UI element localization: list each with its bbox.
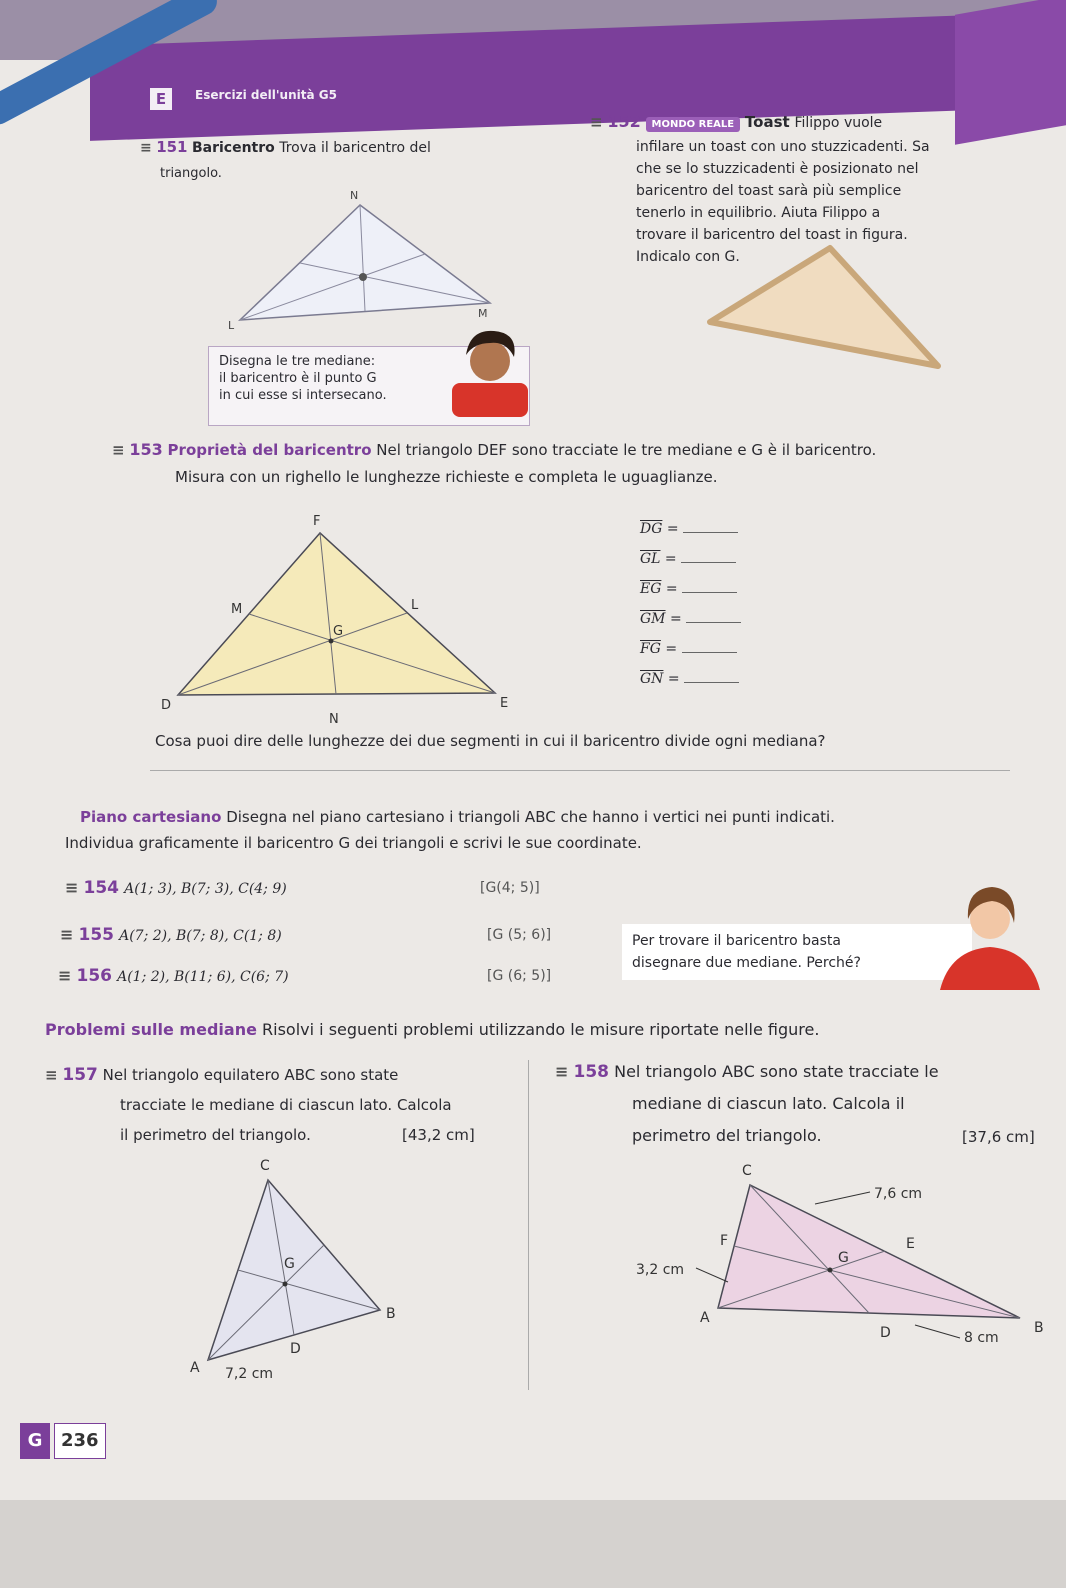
problemi-title: Problemi sulle mediane bbox=[45, 1020, 257, 1039]
ex158-label-a: A bbox=[700, 1310, 710, 1326]
piano-pts-154: A(1; 3), B(7; 3), C(4; 9) bbox=[124, 881, 287, 897]
piano-character bbox=[940, 875, 1040, 990]
ex153-centroid bbox=[329, 639, 334, 644]
ex158-label-e: E bbox=[906, 1236, 915, 1252]
eq-blank-gm[interactable] bbox=[686, 610, 741, 623]
character-shirt bbox=[452, 383, 528, 417]
eq-label-dg: $\overline{DG}$ bbox=[640, 521, 663, 537]
piano-hint-line1: Per trovare il baricentro basta bbox=[632, 933, 841, 949]
ex158-label-c: C bbox=[742, 1163, 752, 1179]
ex157-answer: [43,2 cm] bbox=[402, 1126, 475, 1144]
piano-ans-154: [G(4; 5)] bbox=[480, 880, 540, 896]
eq-row-dg: $\overline{DG}$ = bbox=[640, 514, 741, 544]
ex158-label-b: B bbox=[1034, 1320, 1044, 1336]
ex153-equalities bbox=[640, 514, 741, 694]
ex152-title: Toast bbox=[744, 113, 790, 131]
eq-blank-gn[interactable] bbox=[684, 670, 739, 683]
piano-title: Piano cartesiano bbox=[80, 808, 222, 826]
eq-row-gn: $\overline{GN}$ = bbox=[640, 664, 741, 694]
ex157-heading: ≡ 157 Nel triangolo equilatero ABC sono state bbox=[45, 1065, 399, 1085]
ex158-triangle bbox=[718, 1185, 1020, 1318]
ex152-line-1: infilare un toast con uno stuzzicadenti. Sa bbox=[636, 139, 930, 155]
ex153-label-d: D bbox=[161, 698, 172, 713]
ex153-line2: Misura con un righello le lunghezze richieste e completa le uguaglianze. bbox=[175, 468, 718, 486]
ex151-centroid bbox=[359, 273, 367, 281]
eq-label-gm: $\overline{GM}$ bbox=[640, 611, 666, 627]
ex153-triangle-def bbox=[178, 533, 495, 695]
eq-label-gl: $\overline{GL}$ bbox=[640, 551, 661, 567]
piano-num-156: 156 bbox=[76, 966, 112, 986]
character-face bbox=[470, 341, 510, 381]
character2-shirt bbox=[940, 947, 1040, 990]
ex152-line-4: tenerlo in equilibrio. Aiuta Filippo a bbox=[636, 205, 881, 221]
ex158-heading: ≡ 158 Nel triangolo ABC sono state tracciate le bbox=[555, 1062, 939, 1082]
page-bottom-shadow bbox=[0, 1500, 1066, 1588]
piano-item-155: ≡ 155 A(7; 2), B(7; 8), C(1; 8) bbox=[60, 925, 282, 945]
footer-letter: G bbox=[20, 1423, 50, 1459]
eq-label-gn: $\overline{GN}$ bbox=[640, 671, 664, 687]
ex157-measure: 7,2 cm bbox=[225, 1366, 274, 1382]
ex152-line-3: baricentro del toast sarà più semplice bbox=[636, 183, 902, 199]
ex157-line3: il perimetro del triangolo. bbox=[120, 1126, 311, 1144]
piano-pts-156: A(1; 2), B(11; 6), C(6; 7) bbox=[117, 969, 289, 985]
piano-hint-line2: disegnare due mediane. Perché? bbox=[632, 955, 861, 971]
ex157-label-d: D bbox=[290, 1341, 301, 1357]
piano-pts-155: A(7; 2), B(7; 8), C(1; 8) bbox=[119, 928, 282, 944]
eq-blank-dg[interactable] bbox=[683, 520, 738, 533]
ex153-title: Proprietà del baricentro bbox=[167, 441, 372, 459]
piano-num-155: 155 bbox=[78, 925, 114, 945]
ex151-text: Trova il baricentro del bbox=[279, 140, 431, 156]
ex151-character bbox=[440, 325, 530, 417]
ex158-line1: Nel triangolo ABC sono state tracciate le bbox=[614, 1062, 939, 1081]
ex153-label-g: G bbox=[333, 624, 344, 639]
ex158-answer: [37,6 cm] bbox=[962, 1128, 1035, 1146]
piano-num-154: 154 bbox=[83, 878, 119, 898]
ex151-hint-line3: in cui esse si intersecano. bbox=[219, 388, 387, 403]
ex158-label-f: F bbox=[720, 1233, 729, 1249]
ex153-label-e: E bbox=[500, 696, 509, 711]
ex151-label-m: M bbox=[478, 307, 488, 320]
piano-line1: Disegna nel piano cartesiano i triangoli ABC che hanno i vertici nei punti indicati. bbox=[226, 808, 835, 826]
ex151-label-l: L bbox=[228, 319, 235, 332]
ex152-heading: ≡ 152 MONDO REALE Toast Filippo vuole bbox=[590, 112, 883, 131]
ex151-heading: ≡ 151 Baricentro Trova il baricentro del bbox=[140, 138, 431, 156]
ex152-number: 152 bbox=[607, 112, 641, 131]
ex158-number: 158 bbox=[573, 1062, 609, 1082]
ex151-hint-line1: Disegna le tre mediane: bbox=[219, 354, 376, 369]
ex158-label-g: G bbox=[838, 1250, 849, 1266]
ex151-figure bbox=[200, 185, 510, 345]
ex151-label-n: N bbox=[350, 189, 359, 202]
piano-line2: Individua graficamente il baricentro G dei triangoli e scrivi le sue coordinate. bbox=[65, 834, 642, 852]
ex152-badge: MONDO REALE bbox=[646, 117, 741, 132]
ex151-title: Baricentro bbox=[191, 140, 275, 156]
ex157-label-g: G bbox=[284, 1256, 295, 1272]
ex152-line-5: trovare il baricentro del toast in figura. bbox=[636, 227, 908, 243]
ex158-label-d: D bbox=[880, 1325, 891, 1341]
ex157-label-c: C bbox=[260, 1158, 270, 1174]
ex157-line2: tracciate le mediane di ciascun lato. Calcola bbox=[120, 1096, 452, 1114]
piano-item-156: ≡ 156 A(1; 2), B(11; 6), C(6; 7) bbox=[58, 966, 289, 986]
eq-row-gm: $\overline{GM}$ = bbox=[640, 604, 741, 634]
ex158-callout-32 bbox=[696, 1268, 728, 1282]
ex158-callout-8 bbox=[915, 1325, 960, 1338]
eq-label-fg: $\overline{FG}$ bbox=[640, 641, 661, 657]
piano-ans-156: [G (6; 5)] bbox=[487, 968, 552, 984]
ex157-figure bbox=[180, 1150, 420, 1385]
problemi-heading bbox=[45, 1020, 819, 1039]
ex153-label-l: L bbox=[411, 598, 419, 613]
ex153-line1: Nel triangolo DEF sono tracciate le tre mediane e G è il baricentro. bbox=[376, 441, 877, 459]
ex157-centroid bbox=[283, 1282, 288, 1287]
answer-line[interactable] bbox=[150, 770, 1010, 771]
ex153-number: 153 bbox=[129, 440, 163, 459]
ex151-text2: triangolo. bbox=[160, 166, 222, 181]
ex158-line2: mediane di ciascun lato. Calcola il bbox=[632, 1094, 905, 1113]
eq-blank-fg[interactable] bbox=[682, 640, 737, 653]
eq-row-eg: $\overline{EG}$ = bbox=[640, 574, 741, 604]
ex152-line-2: che se lo stuzzicadenti è posizionato nel bbox=[636, 161, 919, 177]
ex157-label-b: B bbox=[386, 1306, 396, 1322]
ex152-line-6: Indicalo con G. bbox=[636, 249, 740, 265]
eq-label-eg: $\overline{EG}$ bbox=[640, 581, 662, 597]
problemi-text: Risolvi i seguenti problemi utilizzando le misure riportate nelle figure. bbox=[262, 1020, 820, 1039]
ex157-line1: Nel triangolo equilatero ABC sono state bbox=[102, 1066, 399, 1084]
header-title: Esercizi dell'unità G5 bbox=[195, 88, 337, 102]
piano-heading bbox=[80, 808, 835, 826]
piano-item-154: ≡ 154 A(1; 3), B(7; 3), C(4; 9) bbox=[65, 878, 287, 898]
ex158-measure-8: 8 cm bbox=[964, 1330, 999, 1346]
eq-row-fg: $\overline{FG}$ = bbox=[640, 634, 741, 664]
eq-blank-gl[interactable] bbox=[681, 550, 736, 563]
ex153-figure bbox=[155, 505, 525, 730]
column-divider bbox=[528, 1060, 529, 1390]
ex158-measure-76: 7,6 cm bbox=[874, 1186, 923, 1202]
ex151-number: 151 bbox=[156, 138, 188, 156]
ex157-number: 157 bbox=[62, 1065, 98, 1085]
header-badge: E bbox=[150, 88, 172, 110]
piano-ans-155: [G (5; 6)] bbox=[487, 927, 552, 943]
ex152-line-0: Filippo vuole bbox=[794, 115, 883, 131]
ex158-callout-76 bbox=[815, 1192, 870, 1204]
ex153-heading: ≡ 153 Proprietà del baricentro Nel triangolo DEF sono tracciate le tre mediane e G è il baricentro. bbox=[112, 440, 877, 459]
eq-row-gl: $\overline{GL}$ = bbox=[640, 544, 741, 574]
eq-blank-eg[interactable] bbox=[682, 580, 737, 593]
ex153-question: Cosa puoi dire delle lunghezze dei due segmenti in cui il baricentro divide ogni mediana? bbox=[155, 732, 826, 750]
ex153-label-m: M bbox=[231, 602, 243, 617]
ex158-line3: perimetro del triangolo. bbox=[632, 1126, 822, 1145]
ex153-label-n: N bbox=[329, 712, 339, 727]
corner-band bbox=[955, 0, 1066, 145]
ex151-hint-line2: il baricentro è il punto G bbox=[219, 371, 377, 386]
page-number: 236 bbox=[54, 1423, 106, 1459]
ex158-centroid bbox=[828, 1268, 833, 1273]
ex152-toast-figure bbox=[700, 240, 960, 375]
toast-triangle bbox=[710, 248, 938, 366]
ex153-label-f: F bbox=[313, 514, 321, 529]
piano-hint-box bbox=[622, 924, 972, 980]
ex158-figure bbox=[630, 1150, 1055, 1365]
ex157-label-a: A bbox=[190, 1360, 200, 1376]
ex158-measure-32: 3,2 cm bbox=[636, 1262, 685, 1278]
